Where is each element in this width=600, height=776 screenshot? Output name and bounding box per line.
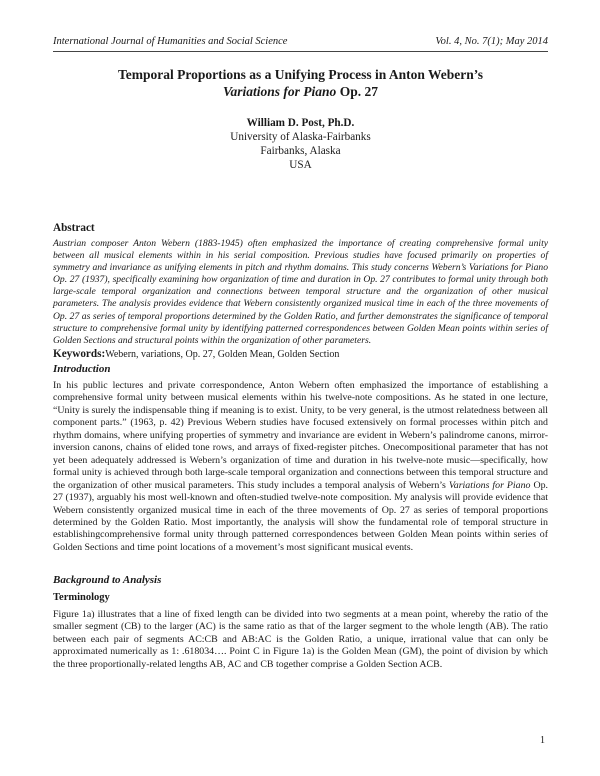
author-country: USA [289,159,312,171]
terminology-text: Figure 1a) illustrates that a line of fixed length can be divided into two segments at a mean point, whereby the ratio of the smaller segment (CB) to the larger (AC) is the same ratio as that of the larger segment to the whole length (AB). The ratio between each pair of segments AC:CB and AB:AC is the Golden Ratio, a unique, irrational value that can only be approximated numerically as 1: .618034…. Point C in Figure 1a) is the Golden Mean (GM), the point of division by which the three proportionally-related lengths AB, AC and CB together comprise a Golden Section ACB. [53,609,548,670]
author-affiliation: University of Alaska-Fairbanks [230,131,371,143]
title-line-2 [53,83,548,100]
journal-name: International Journal of Humanities and Social Science [53,36,288,47]
intro-text-part2: Op. 27 (1937), arguably his most well-known and often-studied twelve-note composition. My analysis will provide evidence that Webern consistently organized musical time in each of the three movements of Op. 27 as series of temporal proportions determined by the Golden Ratio. Most importantly, the analysis will show the fundamental role of temporal structure in establishingcomprehensive formal unity through patterned correspondences between Golden Mean points within series of Golden Sections and time point locations of a movement’s most significant musical events. [53,479,549,553]
header-divider [53,51,548,52]
keywords-text: Webern, variations, Op. 27, Golden Mean, Golden Section [105,349,340,360]
title-work-italic: Variations for Piano [223,84,337,99]
background-heading: Background to Analysis [53,574,162,586]
title-line-1: Temporal Proportions as a Unifying Process in Anton Webern’s [117,67,484,82]
paper-title [53,66,548,100]
terminology-heading: Terminology [53,592,110,603]
intro-work-title: Variations for Piano [448,479,531,491]
abstract-text: Austrian composer Anton Webern (1883-1945) often emphasized the importance of creating comprehensive formal unity between all musical elements within in his serial composition. Previous studies have focused primarily on properties of symmetry and invariance as unifying elements in pitch and rhythm domains. This study concerns Webern’s Variations for Piano Op. 27 (1937), specifically examining how organization of time and duration in Op. 27 contributes to formal unity through both large-scale temporal organization and connections between temporal structure and the organization of other musical parameters. The analysis provides evidence that Webern consistently organized musical time in each of the three movements of Op. 27 as series of temporal proportions determined by the Golden Ratio, and further demonstrates the significance of temporal structure to comprehensive formal unity by identifying patterned correspondences between Golden Mean points within series of Golden Sections and structural points within the organization of other parameters. [53,238,548,346]
introduction-text [53,380,548,554]
keywords [53,348,548,360]
author-city: Fairbanks, Alaska [260,145,341,157]
running-header [53,36,548,47]
intro-text-part1: In his public lectures and private correspondence, Anton Webern often emphasized the importance of establishing a comprehensive formal unity between musical elements within his twelve-note compositions. As he stated in one lecture, “Unity is surely the indispensable thing if meaning is to exist. Unity, to be very general, is the utmost relatedness between all component parts.” (1963, p. 42) Previous Webern studies have focused extensively on formal processes within pitch and rhythm domains, where unifying properties of symmetry and invariance are evident in Webern’s palindrome canons, mirror-inversion canons, chains of elided tone rows, and arrays of fixed-register pitches. Onecompositional parameter that has not yet been adequately addressed is Webern’s organization of time and duration in his twelve-note music—specifically, how formal unity is achieved through both large-scale temporal organization and connections between this temporal structure and the organization of other musical parameters. This study includes a temporal analysis of Webern’s [53,380,548,491]
title-opus: Op. 27 [336,84,378,99]
volume-info: Vol. 4, No. 7(1); May 2014 [435,36,548,47]
keywords-label: Keywords: [53,348,106,360]
introduction-heading: Introduction [53,363,111,375]
abstract-heading: Abstract [53,222,95,234]
author-name: William D. Post, Ph.D. [246,117,355,129]
author-block [53,116,548,172]
page-number: 1 [540,735,545,746]
